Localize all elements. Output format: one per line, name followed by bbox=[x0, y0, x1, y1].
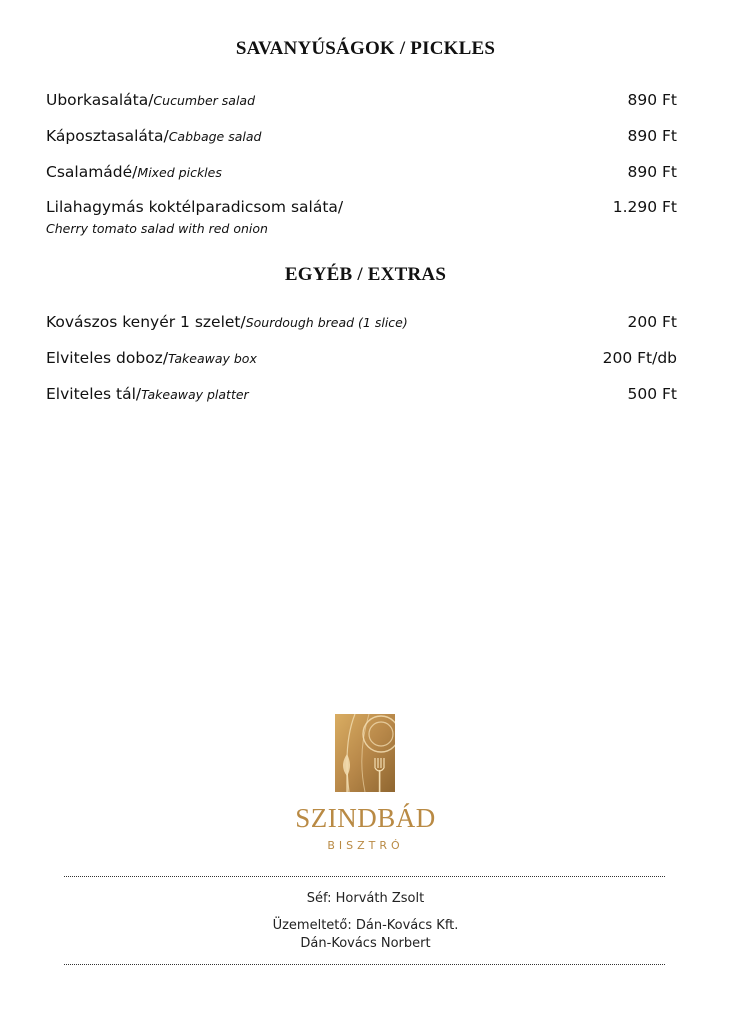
item-price: 200 Ft/db bbox=[602, 349, 677, 367]
section-title-pickles: SAVANYÚSÁGOK / PICKLES bbox=[235, 38, 496, 59]
menu-item-sourdough-bread bbox=[46, 312, 677, 331]
dotted-divider-bottom bbox=[64, 964, 665, 965]
item-english: Takeaway platter bbox=[141, 387, 249, 402]
menu-item-cherry-tomato-salad bbox=[46, 198, 677, 236]
menu-item-cucumber-salad bbox=[46, 90, 677, 109]
menu-item-mixed-pickles bbox=[46, 162, 677, 181]
brand-subtitle: BISZTRÓ bbox=[327, 839, 404, 852]
item-name: Lilahagymás koktélparadicsom saláta/ bbox=[46, 198, 344, 216]
item-name: Csalamádé/ bbox=[46, 163, 138, 181]
item-english: Cherry tomato salad with red onion bbox=[46, 221, 268, 236]
item-name: Kovászos kenyér 1 szelet/ bbox=[46, 313, 246, 331]
item-english: Sourdough bread (1 slice) bbox=[245, 315, 408, 330]
item-english: Mixed pickles bbox=[137, 165, 222, 180]
item-price: 890 Ft bbox=[627, 91, 677, 109]
dotted-divider-top bbox=[64, 876, 665, 877]
chef-credit: Séf: Horváth Zsolt bbox=[306, 891, 425, 906]
item-price: 890 Ft bbox=[627, 127, 677, 145]
restaurant-logo-icon bbox=[335, 714, 395, 792]
item-price: 1.290 Ft bbox=[612, 198, 677, 216]
item-price: 500 Ft bbox=[627, 385, 677, 403]
item-english: Takeaway box bbox=[168, 351, 257, 366]
section-title-extras: EGYÉB / EXTRAS bbox=[284, 264, 447, 285]
item-name: Uborkasaláta/ bbox=[46, 91, 154, 109]
item-price: 200 Ft bbox=[627, 313, 677, 331]
menu-item-takeaway-box bbox=[46, 348, 677, 367]
item-name: Káposztasaláta/ bbox=[46, 127, 169, 145]
item-price: 890 Ft bbox=[627, 163, 677, 181]
item-name: Elviteles tál/ bbox=[46, 385, 142, 403]
item-name: Elviteles doboz/ bbox=[46, 349, 169, 367]
menu-item-cabbage-salad bbox=[46, 126, 677, 145]
operator-company: Üzemeltető: Dán-Kovács Kft. bbox=[272, 918, 459, 933]
brand-name: SZINDBÁD bbox=[295, 803, 436, 833]
menu-item-takeaway-platter bbox=[46, 384, 677, 403]
operator-person: Dán-Kovács Norbert bbox=[300, 936, 431, 951]
item-english: Cabbage salad bbox=[168, 129, 262, 144]
item-english: Cucumber salad bbox=[153, 93, 256, 108]
